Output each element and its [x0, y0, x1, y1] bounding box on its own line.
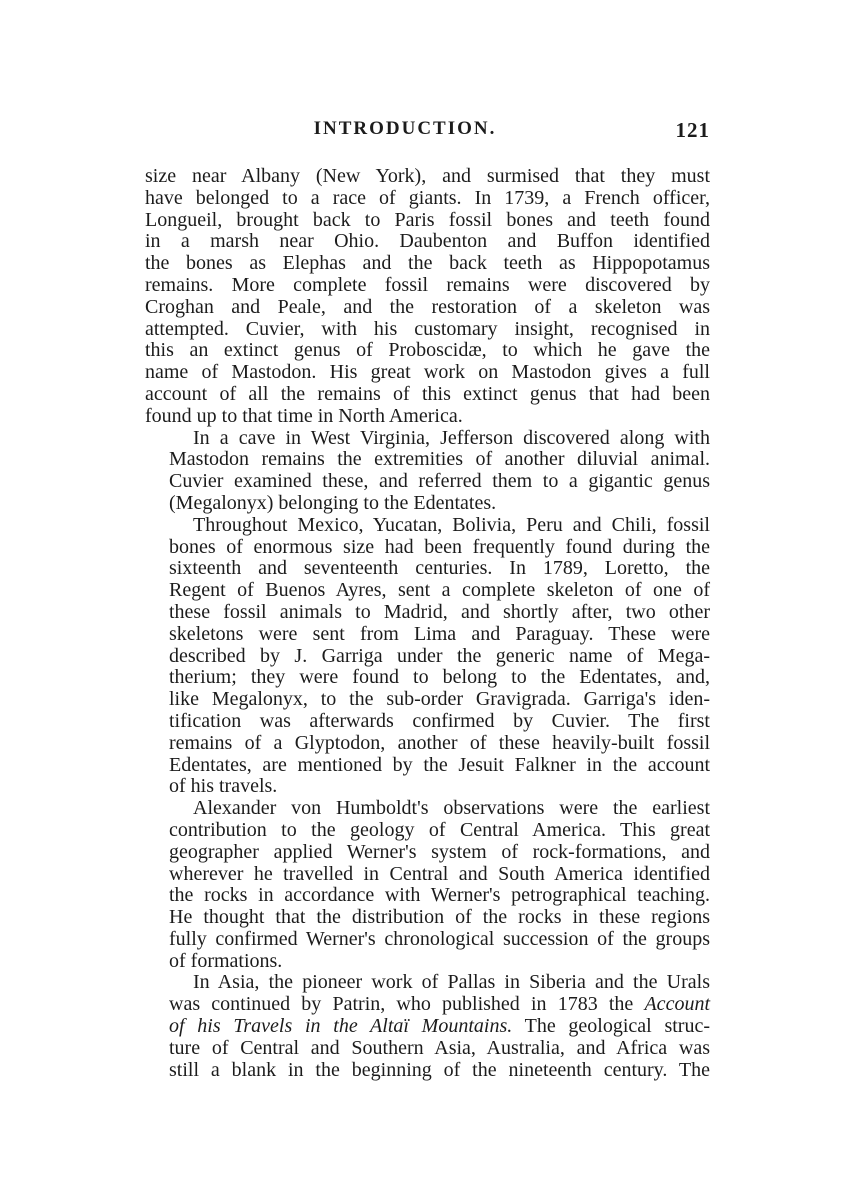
text-line: still a blank in the beginning of the nineteenth century. The [169, 1058, 710, 1081]
text-line: Mastodon remains the extremities of another diluvial animal. [169, 448, 710, 471]
text-line: bones of enormous size had been frequently found during the [169, 535, 710, 558]
text-line: skeletons were sent from Lima and Paraguay. These were [169, 622, 710, 645]
text-line: remains. More complete fossil remains were discovered by [145, 273, 710, 296]
text-line: geographer applied Werner's system of rock-formations, and [169, 840, 710, 863]
text-line: ture of Central and Southern Asia, Australia, and Africa was [169, 1036, 710, 1059]
text-line: Croghan and Peale, and the restoration of a skeleton was [145, 295, 710, 318]
paragraph-5 [145, 972, 710, 1081]
italic-title: Account [644, 993, 710, 1016]
italic-title: of his Travels in the Altaï Mountains. [169, 1015, 513, 1038]
text-line: Throughout Mexico, Yucatan, Bolivia, Peru and Chili, fossil [193, 513, 710, 536]
text-line: described by J. Garriga under the generic name of Mega- [169, 644, 710, 667]
text-segment: was continued by Patrin, who published in 1783 the [169, 993, 645, 1016]
page-number: 121 [675, 118, 710, 142]
running-title: INTRODUCTION. [313, 118, 497, 139]
paragraph-2 [145, 428, 710, 515]
text-line: account of all the remains of this extinct genus that had been [145, 382, 710, 405]
text-line: Regent of Buenos Ayres, sent a complete skeleton of one of [169, 579, 710, 602]
text-line: In a cave in West Virginia, Jefferson discovered along with [193, 426, 710, 449]
text-line: wherever he travelled in Central and South America identified [169, 862, 710, 885]
text-line: in a marsh near Ohio. Daubenton and Buffon identified [145, 230, 710, 253]
text-line: have belonged to a race of giants. In 1739, a French officer, [145, 186, 710, 209]
text-line [145, 1016, 710, 1038]
text-line: like Megalonyx, to the sub-order Gravigrada. Garriga's iden- [169, 688, 710, 711]
text-line: this an extinct genus of Proboscidæ, to which he gave the [145, 339, 710, 362]
paragraph-4 [145, 798, 710, 972]
text-line: sixteenth and seventeenth centuries. In 1789, Loretto, the [169, 557, 710, 580]
running-header [145, 118, 710, 146]
text-line: name of Mastodon. His great work on Mastodon gives a full [145, 361, 710, 384]
text-line: Longueil, brought back to Paris fossil bones and teeth found [145, 208, 710, 231]
text-line: Alexander von Humboldt's observations were the earliest [193, 797, 710, 820]
text-line: of his travels. [169, 775, 278, 798]
text-line: Cuvier examined these, and referred them to a gigantic genus [169, 470, 710, 493]
text-line: tification was afterwards confirmed by Cuvier. The first [169, 709, 710, 732]
text-line: attempted. Cuvier, with his customary insight, recognised in [145, 317, 710, 340]
text-line: size near Albany (New York), and surmised that they must [145, 165, 710, 187]
text-line: the rocks in accordance with Werner's petrographical teaching. [169, 884, 710, 907]
text-line: fully confirmed Werner's chronological succession of the groups [169, 927, 710, 950]
text-line: found up to that time in North America. [145, 404, 463, 427]
text-line [145, 994, 710, 1016]
text-line: therium; they were found to belong to the Edentates, and, [169, 666, 710, 689]
text-line: In Asia, the pioneer work of Pallas in Siberia and the Urals [193, 971, 710, 994]
body-text [145, 166, 710, 1081]
text-line: Edentates, are mentioned by the Jesuit Falkner in the account [169, 753, 710, 776]
paragraph-3 [145, 515, 710, 798]
text-segment: The geological struc- [512, 1015, 710, 1038]
text-line: the bones as Elephas and the back teeth as Hippopotamus [145, 252, 710, 275]
text-line: He thought that the distribution of the rocks in these regions [169, 906, 710, 929]
text-line: these fossil animals to Madrid, and shortly after, two other [169, 600, 710, 623]
text-line: contribution to the geology of Central America. This great [169, 818, 710, 841]
text-line: of formations. [169, 949, 283, 972]
text-line: (Megalonyx) belonging to the Edentates. [169, 491, 497, 514]
paragraph-1 [145, 166, 710, 428]
text-line: remains of a Glyptodon, another of these heavily-built fossil [169, 731, 710, 754]
